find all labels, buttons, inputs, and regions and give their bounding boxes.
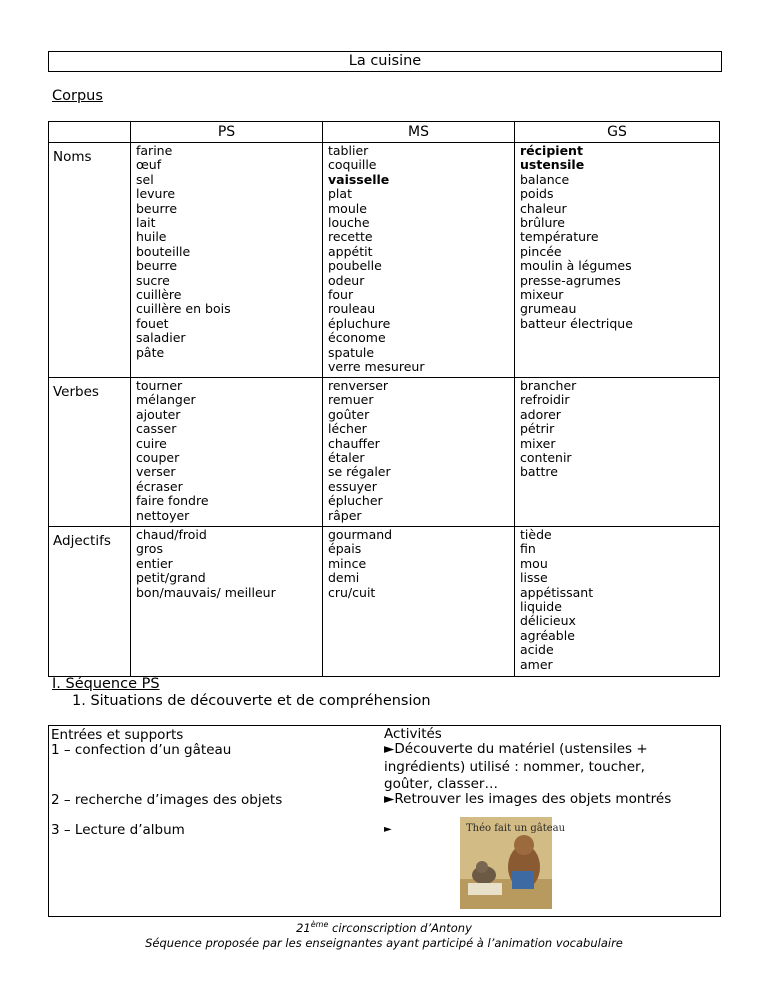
book-cover-title: Théo fait un gâteau xyxy=(466,823,566,834)
word-item: se régaler xyxy=(328,464,391,480)
word-item: farine xyxy=(136,143,173,158)
book-cover-illustration xyxy=(460,817,566,909)
list-verbes-gs xyxy=(515,378,720,527)
row-label-noms: Noms xyxy=(49,143,131,378)
word-item: lisse xyxy=(520,570,548,586)
word-item: vaisselle xyxy=(328,171,390,187)
word-item: moulin à légumes xyxy=(520,258,632,274)
word-item: cuillère en bois xyxy=(136,301,231,317)
word-item: odeur xyxy=(328,272,365,288)
word-item: ajouter xyxy=(136,406,181,422)
document-title: La cuisine xyxy=(48,51,722,72)
word-item: huile xyxy=(136,229,167,245)
row-label-adjectifs: Adjectifs xyxy=(49,527,131,677)
word-item: température xyxy=(520,229,599,245)
list-adjectifs-ps xyxy=(131,527,323,677)
word-item: fouet xyxy=(136,315,169,331)
word-item: acide xyxy=(520,642,554,658)
activity-item: ►Retrouver les images des objets montrés xyxy=(384,791,672,807)
word-item: nettoyer xyxy=(136,507,190,523)
row-verbes xyxy=(49,378,720,527)
row-noms xyxy=(49,143,720,378)
word-item: étaler xyxy=(328,450,365,466)
entry-item: 1 – confection d’un gâteau xyxy=(51,742,232,758)
word-item: couper xyxy=(136,450,180,466)
activity-item: ► xyxy=(384,824,392,835)
word-item: verser xyxy=(136,464,176,480)
activity-item: ►Découverte du matériel (ustensiles + ingrédients) utilisé : nommer, toucher, goûter, classer… xyxy=(384,741,648,792)
footer-line-1: 21ème circonscription d’Antony xyxy=(296,920,472,935)
word-item: agréable xyxy=(520,627,575,643)
word-item: cuire xyxy=(136,435,167,451)
word-item: remuer xyxy=(328,392,374,408)
word-item: brancher xyxy=(520,378,577,393)
header-gs: GS xyxy=(515,122,720,143)
word-item: four xyxy=(328,287,354,303)
word-item: saladier xyxy=(136,330,186,346)
activities-header: Activités xyxy=(384,726,442,742)
word-item: râper xyxy=(328,507,362,523)
word-item: demi xyxy=(328,570,360,586)
word-item: mixer xyxy=(520,435,556,451)
word-item: presse-agrumes xyxy=(520,272,621,288)
word-item: écraser xyxy=(136,478,183,494)
word-item: éplucher xyxy=(328,493,383,509)
word-item: casser xyxy=(136,421,177,437)
word-item: lait xyxy=(136,215,156,231)
word-item: poids xyxy=(520,186,554,202)
sequence-title: I. Séquence PS xyxy=(52,676,160,692)
word-item: pétrir xyxy=(520,421,555,437)
word-item: rouleau xyxy=(328,301,376,317)
word-item: batteur électrique xyxy=(520,315,633,331)
word-item: essuyer xyxy=(328,478,377,494)
row-label-verbes: Verbes xyxy=(49,378,131,527)
word-item: sel xyxy=(136,171,154,187)
list-noms-ms xyxy=(323,143,515,378)
word-item: tourner xyxy=(136,378,183,393)
word-item: gourmand xyxy=(328,527,393,542)
word-item: coquille xyxy=(328,157,377,173)
list-verbes-ps xyxy=(131,378,323,527)
word-item: mélanger xyxy=(136,392,196,408)
list-adjectifs-ms xyxy=(323,527,515,677)
list-noms-ps xyxy=(131,143,323,378)
word-item: bon/mauvais/ meilleur xyxy=(136,584,276,600)
book-cover-image xyxy=(460,817,566,909)
word-item: épais xyxy=(328,541,362,557)
word-item: gros xyxy=(136,541,163,557)
word-item: entier xyxy=(136,555,173,571)
list-verbes-ms xyxy=(323,378,515,527)
row-adjectifs xyxy=(49,527,720,677)
list-noms-gs xyxy=(515,143,720,378)
word-item: beurre xyxy=(136,258,178,274)
word-item: économe xyxy=(328,330,386,346)
word-item: verre mesureur xyxy=(328,359,425,375)
word-item: mixeur xyxy=(520,287,564,303)
word-item: beurre xyxy=(136,200,178,216)
word-item: chaleur xyxy=(520,200,567,216)
word-item: louche xyxy=(328,215,370,231)
word-item: contenir xyxy=(520,450,572,466)
word-item: brûlure xyxy=(520,215,565,231)
word-item: petit/grand xyxy=(136,570,206,586)
word-item: spatule xyxy=(328,344,375,360)
word-item: pincée xyxy=(520,243,562,259)
header-ms: MS xyxy=(323,122,515,143)
word-item: délicieux xyxy=(520,613,576,629)
list-adjectifs-gs xyxy=(515,527,720,677)
word-item: adorer xyxy=(520,406,561,422)
entries-header: Entrées et supports xyxy=(51,727,184,743)
corpus-header-row xyxy=(49,122,720,143)
word-item: mou xyxy=(520,555,548,571)
word-item: grumeau xyxy=(520,301,577,317)
word-item: moule xyxy=(328,200,367,216)
word-item: récipient xyxy=(520,143,583,158)
word-item: lécher xyxy=(328,421,367,437)
word-item: bouteille xyxy=(136,243,191,259)
word-item: mince xyxy=(328,555,367,571)
sequence-subtitle: 1. Situations de découverte et de compréhension xyxy=(72,693,431,709)
corpus-corner-cell xyxy=(49,122,131,143)
word-item: sucre xyxy=(136,272,170,288)
word-item: balance xyxy=(520,171,570,187)
word-item: œuf xyxy=(136,157,162,173)
word-item: faire fondre xyxy=(136,493,209,509)
word-item: appétit xyxy=(328,243,373,259)
word-item: chauffer xyxy=(328,435,380,451)
word-item: épluchure xyxy=(328,315,391,331)
word-item: fin xyxy=(520,541,536,557)
word-item: chaud/froid xyxy=(136,527,207,542)
header-ps: PS xyxy=(131,122,323,143)
word-item: ustensile xyxy=(520,157,585,173)
word-item: cuillère xyxy=(136,287,182,303)
word-item: tiède xyxy=(520,527,552,542)
word-item: levure xyxy=(136,186,176,202)
footer-line-2: Séquence proposée par les enseignantes ayant participé à l’animation vocabulaire xyxy=(145,936,623,950)
word-item: renverser xyxy=(328,378,389,393)
word-item: amer xyxy=(520,656,553,672)
word-item: refroidir xyxy=(520,392,570,408)
word-item: pâte xyxy=(136,344,165,360)
word-item: liquide xyxy=(520,599,562,615)
word-item: recette xyxy=(328,229,373,245)
word-item: appétissant xyxy=(520,584,594,600)
entry-item: 2 – recherche d’images des objets xyxy=(51,792,283,808)
corpus-heading: Corpus xyxy=(52,88,103,104)
word-item: cru/cuit xyxy=(328,584,376,600)
word-item: poubelle xyxy=(328,258,382,274)
word-item: tablier xyxy=(328,143,369,158)
word-item: plat xyxy=(328,186,352,202)
entry-item: 3 – Lecture d’album xyxy=(51,822,185,838)
corpus-table xyxy=(48,121,720,677)
word-item: battre xyxy=(520,464,558,480)
word-item: goûter xyxy=(328,406,370,422)
